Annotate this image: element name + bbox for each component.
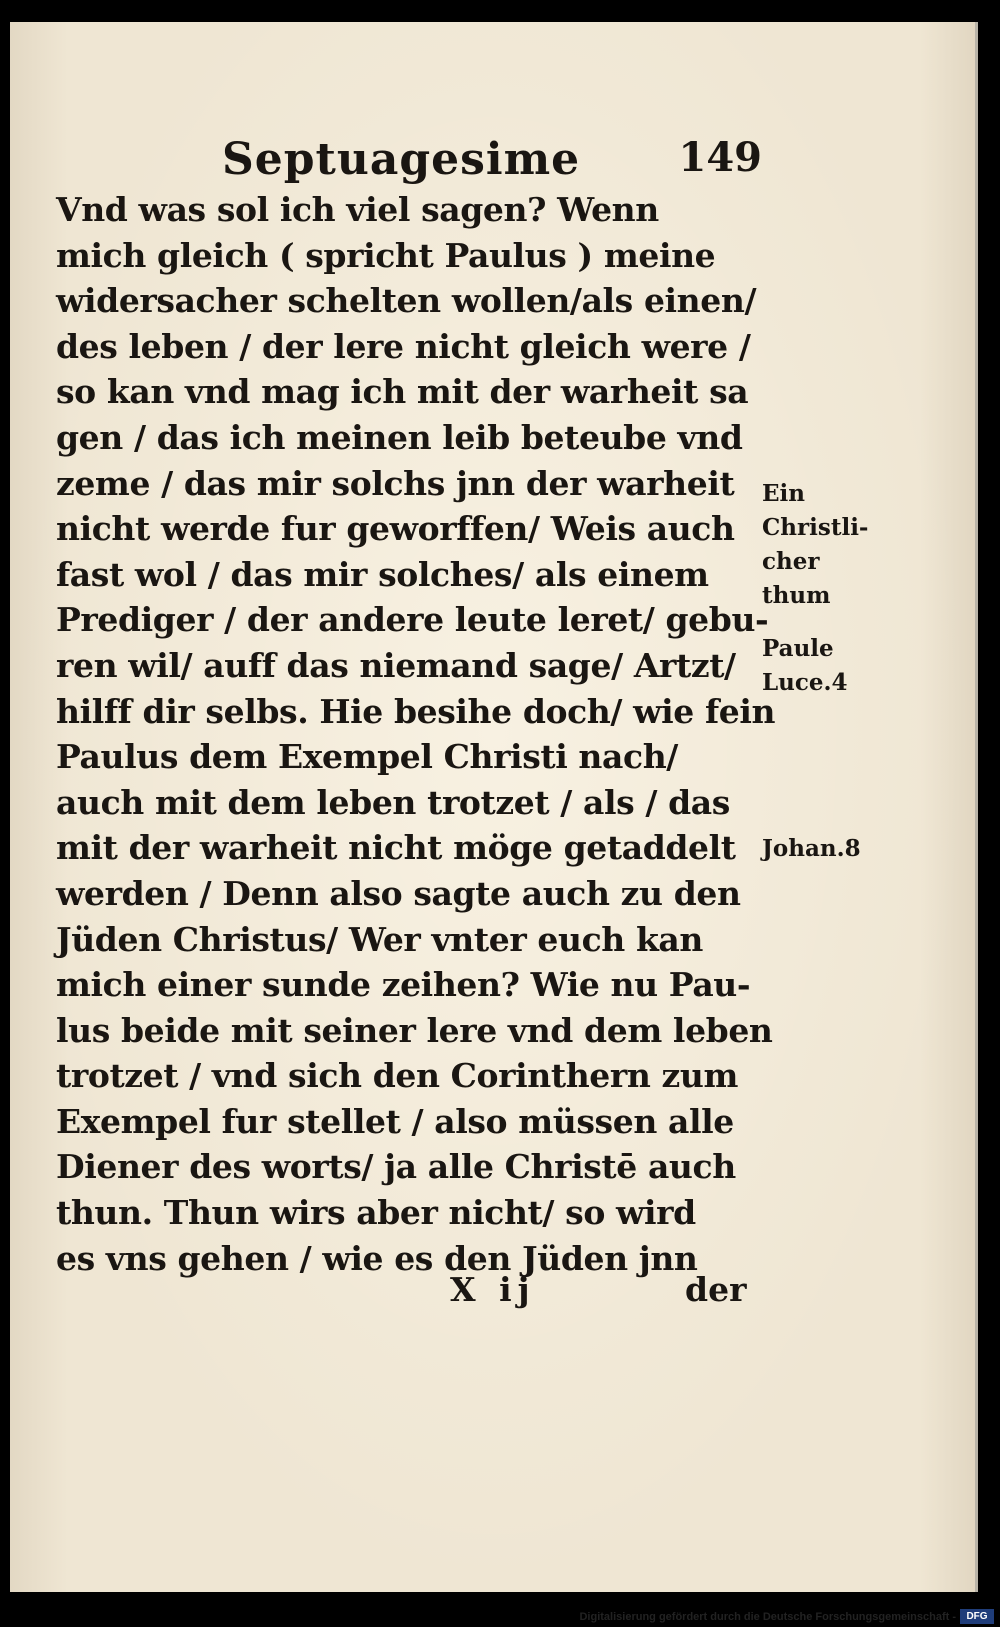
text-line: Vnd was sol ich viel sagen? Wenn (56, 190, 659, 229)
text-line: gen / das ich meinen leib beteube vnd (56, 417, 743, 457)
text-line: zeme / das mir solchs jnn der warheit (56, 463, 735, 503)
margin-note-line: Christli- (762, 514, 869, 541)
margin-note-line: Paule (762, 635, 834, 662)
text-line: es vns gehen / wie es den Jüden jnn (56, 1238, 698, 1278)
margin-note-line: cher (762, 548, 820, 575)
text-line: ren wil/ auff das niemand sage/ Artzt/ (56, 645, 736, 685)
text-line: lus beide mit seiner lere vnd dem leben (56, 1010, 773, 1050)
text-line: fast wol / das mir solches/ als einem (56, 554, 709, 594)
book-page (10, 22, 978, 1592)
text-line: des leben / der lere nicht gleich were / (56, 326, 751, 366)
text-line: werden / Denn also sagte auch zu den (56, 873, 741, 913)
text-line: so kan vnd mag ich mit der warheit sa (56, 372, 749, 412)
text-line: mich einer sunde zeihen? Wie nu Pau- (56, 965, 751, 1005)
text-line: Paulus dem Exempel Christi nach/ (56, 737, 678, 777)
text-line: nicht werde fur geworffen/ Weis auch (56, 509, 735, 549)
text-line: thun. Thun wirs aber nicht/ so wird (56, 1193, 696, 1233)
margin-note-line: thum (762, 582, 831, 609)
page-number: 149 (678, 134, 762, 181)
catchword: der (685, 1270, 747, 1309)
text-line: mit der warheit nicht möge getaddelt (56, 828, 736, 868)
running-title: Septuagesime (222, 134, 581, 185)
text-line: Diener des worts/ ja alle Christē auch (56, 1147, 736, 1187)
page-header (222, 134, 762, 190)
text-line: mich gleich ( spricht Paulus ) meine (56, 235, 716, 275)
text-line: Exempel fur stellet / also müssen alle (56, 1101, 734, 1141)
text-line: hilff dir selbs. Hie besihe doch/ wie fein (56, 691, 776, 731)
margin-note-line: Luce.4 (762, 669, 848, 696)
text-line: auch mit dem leben trotzet / als / das (56, 782, 730, 822)
text-line: widersacher schelten wollen/als einen/ (56, 281, 757, 321)
text-line: Prediger / der andere leute leret/ gebu- (56, 600, 769, 640)
page-edge (975, 22, 978, 1592)
margin-note-line: Johan.8 (762, 835, 861, 862)
digitization-credit: Digitalisierung gefördert durch die Deutsche Forschungsgemeinschaft - (579, 1611, 956, 1623)
signature-mark: X ij (450, 1270, 536, 1309)
margin-note-references (762, 632, 848, 700)
text-line: trotzet / vnd sich den Corinthern zum (56, 1056, 739, 1096)
dfg-logo: DFG (960, 1609, 994, 1624)
margin-note-johan (762, 832, 861, 866)
body-text (56, 187, 776, 1281)
margin-note-line: Ein (762, 480, 805, 507)
margin-note-christlicher-thum (762, 477, 868, 613)
text-line: Jüden Christus/ Wer vnter euch kan (56, 919, 703, 959)
